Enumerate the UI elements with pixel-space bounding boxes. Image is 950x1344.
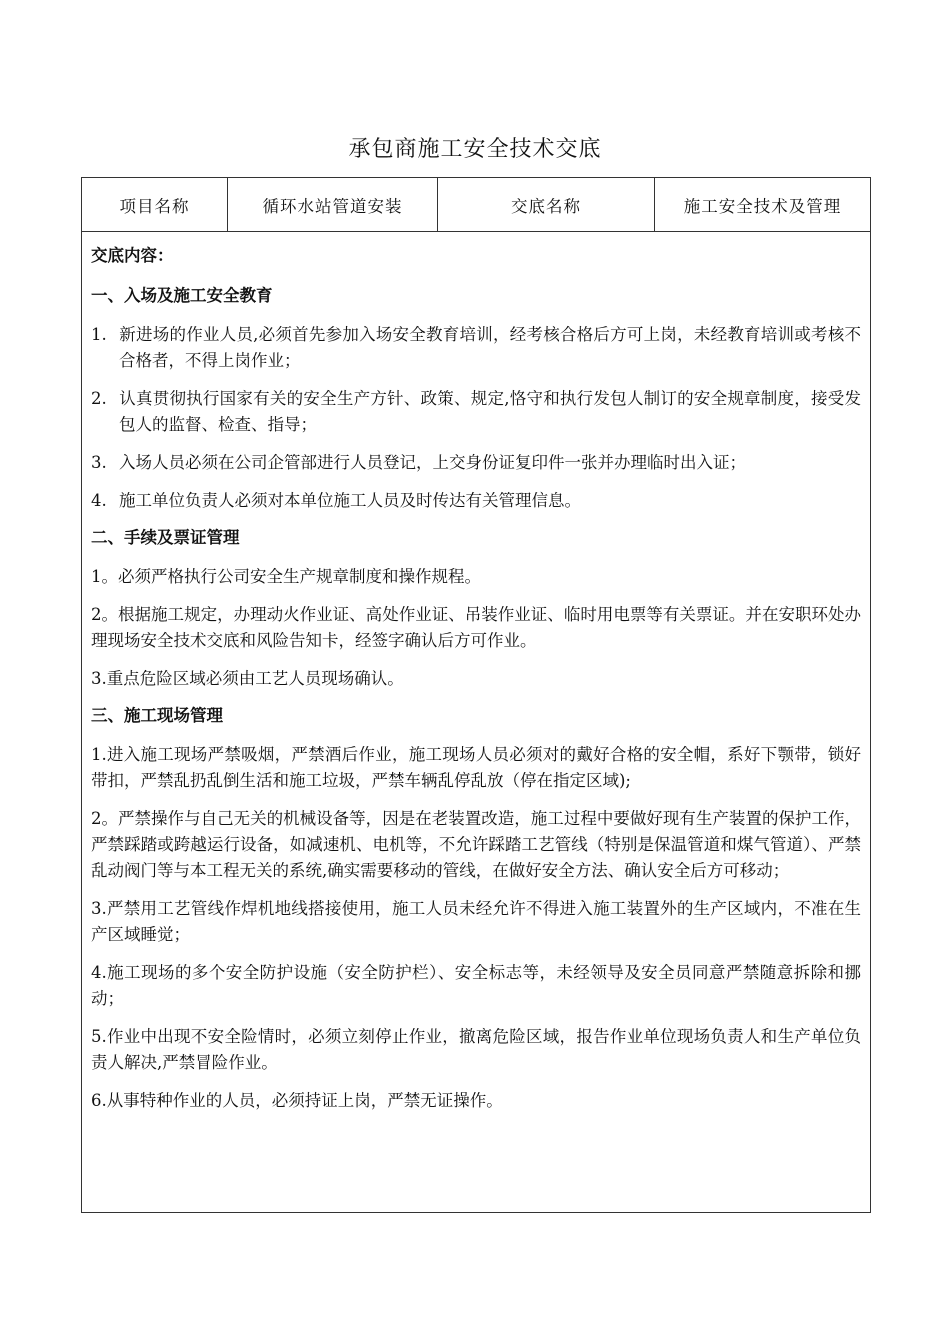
list-item: 2。严禁操作与自己无关的机械设备等，因是在老装置改造，施工过程中要做好现有生产装置的保护工作，严禁踩踏或跨越运行设备，如减速机、电机等，不允许踩踏工艺管线（特别是保温管道和煤气管道）、严禁乱动阀门等与本工程无关的系统,确实需要移动的管线，在做好安全方法、确认安全后方可移动； [91,809,861,880]
section-3 [91,704,861,1114]
list-item: 3.严禁用工艺管线作焊机地线搭接使用，施工人员未经允许不得进入施工装置外的生产区域内，不准在生产区域睡觉； [91,899,861,944]
list-item: 2。根据施工规定，办理动火作业证、高处作业证、吊装作业证、临时用电票等有关票证。并在安职环处办理现场安全技术交底和风险告知卡，经签字确认后方可作业。 [91,605,861,650]
item-text: 认真贯彻执行国家有关的安全生产方针、政策、规定,恪守和执行发包人制订的安全规章制度，接受发包人的监督、检查、指导； [119,389,861,434]
item-number: 2. [91,389,107,408]
list-item: 6.从事特种作业的人员，必须持证上岗，严禁无证操作。 [91,1091,503,1110]
item-text: 施工单位负责人必须对本单位施工人员及时传达有关管理信息。 [119,491,581,510]
item-text: 入场人员必须在公司企管部进行人员登记，上交身份证复印件一张并办理临时出入证； [119,453,746,472]
item-number: 4. [91,491,107,510]
table-header-row [82,178,871,232]
list-item [91,322,861,374]
page-title: 承包商施工安全技术交底 [348,137,602,162]
section-heading: 三、施工现场管理 [91,706,223,725]
list-item [91,450,861,476]
item-number: 1. [91,325,107,344]
list-item: 1。必须严格执行公司安全生产规章制度和操作规程。 [91,567,481,586]
item-text: 新进场的作业人员,必须首先参加入场安全教育培训，经考核合格后方可上岗，未经教育培训或考核不合格者，不得上岗作业； [119,325,861,370]
disclosure-name-label: 交底名称 [438,178,655,232]
section-heading: 一、入场及施工安全教育 [91,286,273,305]
content-row [82,232,871,1213]
project-name-value: 循环水站管道安装 [228,178,438,232]
list-item [91,488,861,514]
list-item: 5.作业中出现不安全险情时，必须立刻停止作业，撤离危险区域，报告作业单位现场负责人和生产单位负责人解决,严禁冒险作业。 [91,1027,861,1072]
section-heading: 二、手续及票证管理 [91,528,240,547]
section-2 [91,526,861,692]
disclosure-name-value: 施工安全技术及管理 [655,178,871,232]
item-number: 3. [91,453,107,472]
disclosure-table [81,177,871,1213]
list-item: 4.施工现场的多个安全防护设施（安全防护栏）、安全标志等，未经领导及安全员同意严禁随意拆除和挪动； [91,963,861,1008]
content-label: 交底内容： [91,246,174,265]
content-cell [82,232,871,1213]
list-item: 1.进入施工现场严禁吸烟，严禁酒后作业，施工现场人员必须对的戴好合格的安全帽，系好下颚带，锁好带扣，严禁乱扔乱倒生活和施工垃圾，严禁车辆乱停乱放（停在指定区域); [91,745,861,790]
project-name-label: 项目名称 [82,178,228,232]
section-1 [91,284,861,514]
list-item [91,386,861,438]
list-item: 3.重点危险区域必须由工艺人员现场确认。 [91,669,404,688]
